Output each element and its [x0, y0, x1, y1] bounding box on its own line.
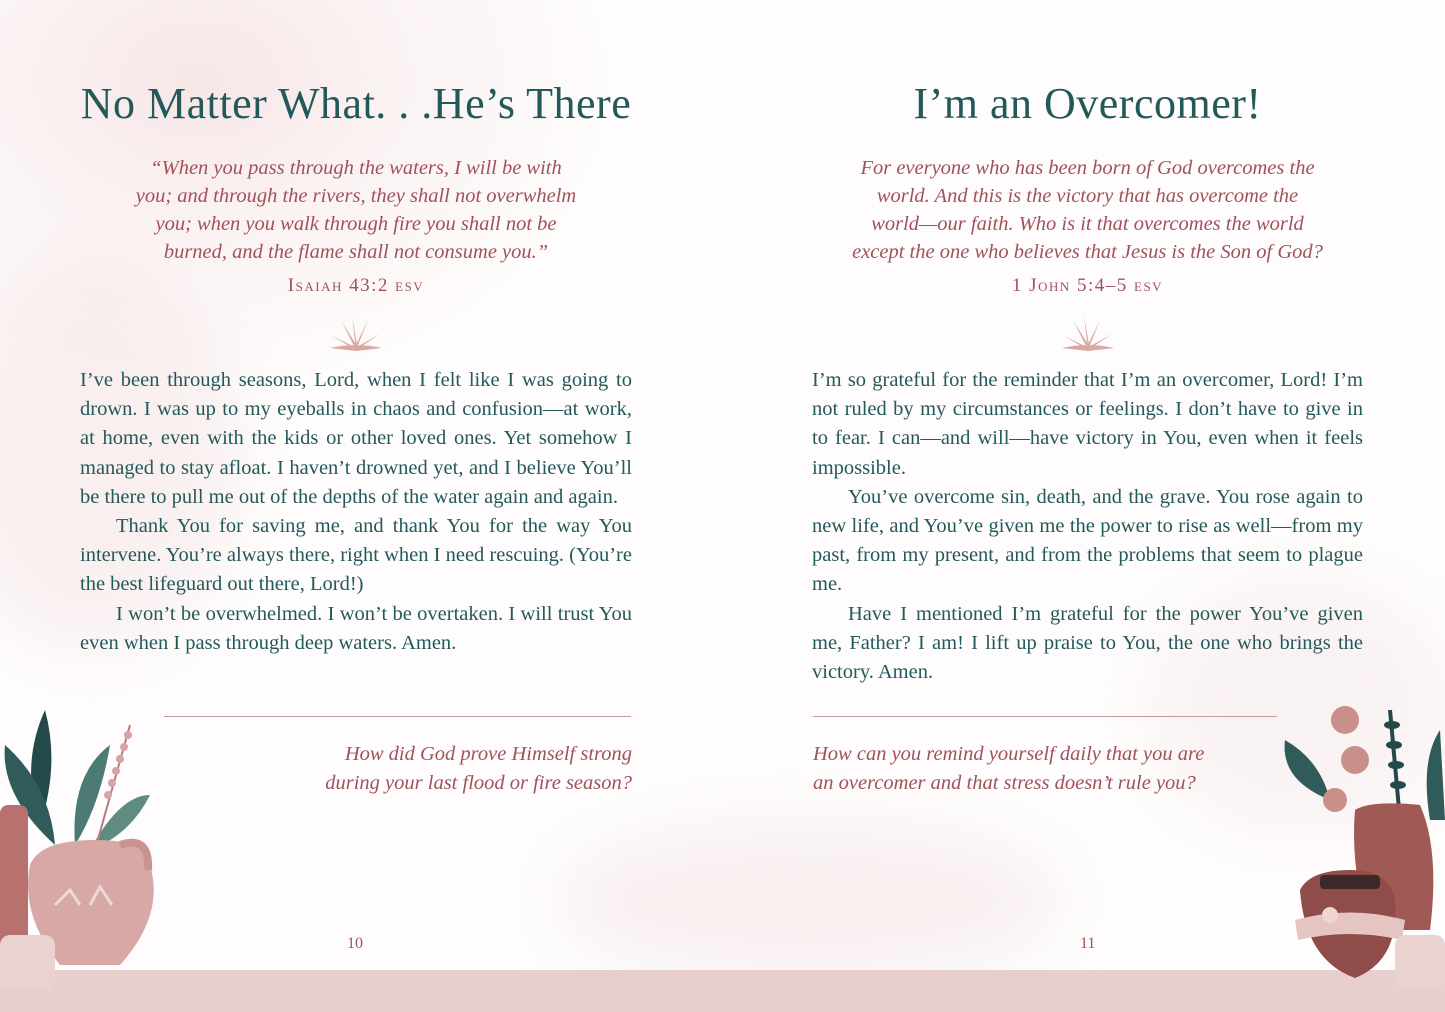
plant-vase-illustration-icon — [0, 705, 185, 1005]
page-number: 11 — [1080, 935, 1096, 952]
scripture-quote: For everyone who has been born of God overcomes the world. And this is the victory that has overcome the world—our faith. Who is it that overcomes the world except the one who believes that Jesus is the Son of God? — [852, 157, 1323, 263]
body-paragraph: I’ve been through seasons, Lord, when I felt like I was going to drown. I was up to my eyeballs in chaos and confusion—at work, at home, even with the kids or other loved ones. Yet somehow I managed to stay afloat. I haven’t drowned yet, and I believe You’ll be there to pull me out of the depths of the water again and again. — [80, 369, 632, 508]
body-paragraph: I’m so grateful for the reminder that I’m an overcomer, Lord! I’m not ruled by my circumstances or feelings. I don’t have to give in to fear. I can—and will—have victory in You, even when it feels impossible. — [812, 369, 1363, 479]
body-paragraph: Thank You for saving me, and thank You for the way You intervene. You’re always there, right when I need rescuing. (You’re the best lifeguard out there, Lord!) — [80, 515, 632, 596]
page-title: No Matter What. . .He’s There — [80, 79, 632, 128]
body-paragraph: Have I mentioned I’m grateful for the power You’ve given me, Father? I am! I lift up praise to You, the one who brings the victory. Amen. — [812, 602, 1363, 684]
scripture-reference: Isaiah 43:2 esv — [287, 275, 425, 296]
sprig-ornament-icon — [328, 312, 384, 352]
scripture-reference: 1 John 5:4–5 esv — [1011, 275, 1164, 296]
page-number: 10 — [347, 935, 363, 952]
sprig-ornament-icon — [1060, 312, 1116, 352]
divider — [813, 716, 1277, 717]
plant-vase-illustration-icon — [1280, 700, 1445, 1000]
scripture-quote: “When you pass through the waters, I will be with you; and through the rivers, they shall not overwhelm you; when you walk through fire you shall not be burned, and the flame shall not consume you.” — [135, 157, 577, 263]
floor-band — [0, 970, 1445, 1012]
reflection-prompt: How can you remind yourself daily that you are an overcomer and that stress doesn’t rule you? — [813, 743, 1205, 794]
body-paragraph: You’ve overcome sin, death, and the grave. You rose again to new life, and You’ve given me the power to rise as well—from my past, from my present, and from the problems that seem to plague me. — [812, 485, 1363, 596]
divider — [164, 716, 631, 717]
page-title: I’m an Overcomer! — [913, 79, 1262, 128]
devotional-body — [812, 366, 1363, 687]
body-paragraph: I won’t be overwhelmed. I won’t be overtaken. I will trust You even when I pass through deep waters. Amen. — [80, 602, 632, 654]
devotional-body — [80, 366, 632, 658]
reflection-prompt: How did God prove Himself strong during your last flood or fire season? — [325, 743, 632, 794]
